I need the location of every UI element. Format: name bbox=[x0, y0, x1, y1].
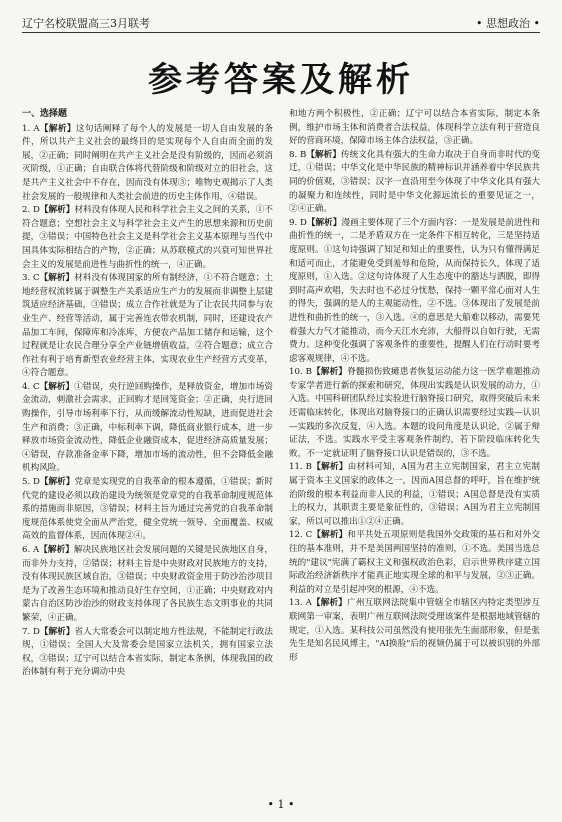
answer-item bbox=[22, 123, 273, 205]
analysis-tag: 【解析】 bbox=[39, 545, 74, 555]
answer-item bbox=[289, 217, 540, 367]
answer-text: 和地方两个积极性，②正确；辽宁可以结合本省实际，制定本条例，维护市场主体和消费者合法权益，体现科学立法有利于营造良好的营商环境，保障市场主体合法权益，③正确。 bbox=[289, 109, 540, 147]
answer-item bbox=[289, 461, 540, 529]
answer-item bbox=[289, 108, 540, 149]
analysis-tag: 【解析】 bbox=[39, 123, 76, 134]
answer-number: 1. A bbox=[22, 123, 40, 134]
analysis-tag: 【解析】 bbox=[311, 462, 348, 473]
answer-number: 9. D bbox=[289, 217, 307, 228]
analysis-tag: 【解析】 bbox=[306, 217, 342, 228]
right-column bbox=[289, 108, 540, 788]
answer-text: 材料没有体现人民和科学社会主义之间的关系，①不符合题意；空想社会主义与科学社会主义产生的思想来源和历史前提，③错误；中国特色社会主义是科学社会主义基本原理与当代中国具体实际相结合的产物，②正确；从苏联模式的兴衰可知世界社会主义的发展是前进性与曲折性的统一，④正确。 bbox=[22, 205, 273, 270]
analysis-tag: 【解析】 bbox=[39, 477, 75, 488]
answer-text: 党章是实现党的自我革命的根本遵循，①错误；新时代党的建设必须以政治建设为统领是党章党的自我革命制度规范体系的措施而非原因，③错误；材料主旨为通过完善党的自我革命制度规范体系使党全面从严治党，健全党统一领导、全面覆盖、权威高效的监督体系，因而体现②④。 bbox=[22, 477, 273, 542]
page-header bbox=[22, 14, 540, 33]
answer-number: 8. B bbox=[289, 149, 307, 160]
answer-item bbox=[22, 272, 273, 381]
answer-item bbox=[22, 544, 273, 626]
analysis-tag: 【解析】 bbox=[311, 367, 348, 378]
answer-number: 7. D bbox=[22, 626, 40, 637]
section-heading: 一、选择题 bbox=[22, 109, 68, 119]
answer-text: 脊髓损伤致瘫患者恢复运动能力这一医学难题推动专家学者进行新的探索和研究，体现出实践是认识发展的动力，①入选。中国科研团队经过实验进行脑脊接口研究，取得突破后未来还需临床转化，体现出对脑脊接口的正确认识需要经过实践—认识—实践的多次反复，④入选。本题的设问角度是认识论，②属于辩证法，不选。实践水平受主客观条件制约，若下阶段临床转化失败，不一定就证明了脑脊接口认识是错误的，③不选。 bbox=[289, 367, 540, 459]
analysis-tag: 【解析】 bbox=[39, 273, 75, 284]
answer-number: 12. C bbox=[289, 530, 313, 541]
answer-text: 传统文化具有强大的生命力取决于自身而非时代的变迁，①错误；中华文化是中华民族的精神标识并涵养着中华民族共同的价值观，③错误；汉字一直沿用至今体现了中华文化具有强大的凝聚力和连续性，同时是中华文化源远流长的重要见证之一，②④正确。 bbox=[289, 149, 540, 215]
answer-text: 和平共处五项原则是我国外交政策的基石和对外交往的基本准则，并不是美国两国坚持的准则，①不选。美国当选总统的"建议"宪满了霸权主义和强权政治色彩，启示世界秩序建立国际政治经济新秩序才能真正地实现全球的和平与发展，②③正确。利益的对立是引起冲突的根源，④不选。 bbox=[289, 530, 540, 595]
answer-item bbox=[289, 529, 540, 597]
answer-number: 5. D bbox=[22, 477, 40, 488]
analysis-tag: 【解析】 bbox=[39, 205, 75, 216]
analysis-tag: 【解析】 bbox=[306, 149, 341, 160]
left-column bbox=[22, 108, 273, 788]
answer-text: 省人大常委会可以制定地方性法规，不能制定行政法规，①错误；全国人大及常委会是国家立法机关，拥有国家立法权，③错误；辽宁可以结合本省实际，制定本条例，体现我国的政治体制有利于充分调动中央 bbox=[22, 626, 273, 678]
answer-number: 11. B bbox=[289, 462, 312, 473]
answer-number: 10. B bbox=[289, 367, 312, 378]
answer-item bbox=[22, 204, 273, 272]
answer-text: 由材料可知，A国为君主立宪制国家，君主立宪制属于资本主义国家的政体之一，因而A国总督的呼吁，旨在维护统治阶级的根本利益而非人民的利益，①错误；A国总督是没有实质上的权力，其职责主要是象征性的，③错误；A国为君主立宪制国家，所以可以推出①②④正确。 bbox=[289, 462, 540, 527]
page-title: 参考答案及解析 bbox=[148, 60, 414, 100]
analysis-tag: 【解析】 bbox=[312, 530, 348, 541]
answer-item bbox=[289, 149, 540, 217]
answer-item bbox=[289, 366, 540, 461]
answer-text: 广州互联网法院集中管辖全市辖区内特定类型涉互联网第一审案，表明广州互联网法院受理该案件是根据地域管辖的规定，①入选。某科技公司虽然没有使用张先生面部形象，但是张先生是知名民风博主，"AI换脸"后的视频仍属于可以被识别的外部形 bbox=[289, 598, 540, 663]
answer-number: 3. C bbox=[22, 273, 40, 284]
answer-text: 解决民族地区社会发展问题的关键是民族地区自身，而非外力支持，②错误；材料主旨是中央财政对民族地方的支持，没有体现民族区域自治，③错误；中央财政资金用于防沙治沙项目是为了改善生态环境和推动良好生存空间，①正确；中央财政对内蒙古自治区防沙治沙的财政支持体现了各民族生态文明事业的共同繁荣，④正确。 bbox=[22, 545, 273, 623]
analysis-tag: 【解析】 bbox=[311, 598, 348, 609]
answer-number: 6. A bbox=[22, 545, 40, 555]
content-columns bbox=[22, 108, 540, 788]
analysis-tag: 【解析】 bbox=[39, 381, 75, 392]
answer-number: 13. A bbox=[289, 598, 312, 609]
page-number: • 1 • bbox=[267, 798, 295, 811]
answer-text: 漫画主要体现了三个方面内容：一是发展是前进性和曲折性的统一，二是矛盾双方在一定条件下相互转化，三是坚持适度原则。①这句诗强调了知足和知止的重要性，认为只有懂得满足和适可而止，才能避免受到羞辱和危险，从而保持长久，体现了适度原则，①入选。②这句诗体现了人生态度中的豁达与洒脱，即得到时高声欢唱，失去时也不必过分忧愁，保持一颗平常心面对人生的得失，强调的是人的主观能动性，②不选。③体现出了发展是前进性和曲折性的统一，③入选。④的意思是大船难以移动，需要凭着强大力气才能推动，而今天江水充沛，大船得以自如行驶，无需费力。这种变化强调了客观条件的重要性，提醒人们在行动时要考虑客观规律，④不选。 bbox=[289, 217, 540, 364]
answer-item bbox=[289, 597, 540, 665]
answer-number: 4. C bbox=[22, 381, 40, 392]
answer-text: ①错误，央行逆回购操作，是释放资金，增加市场资金流动，刺激社会需求，正回购才是回笼资金；②正确，央行进回购操作，引导市场利率下行，从而缓解流动性短缺，进而促进社会生产和消费；③正确，中标利率下调，降低商业银行成本，进一步释放市场资金流动性，降低企业融资成本，促进经济高质量发展；④错误，存款准备金率下降，增加市场的流动性，但不会降低金融机构风险。 bbox=[22, 381, 273, 474]
answer-item bbox=[22, 476, 273, 544]
answer-item bbox=[22, 626, 273, 680]
answer-item bbox=[22, 381, 273, 476]
header-right: • 思想政治 • bbox=[476, 17, 540, 30]
answer-text: 这句话阐释了每个人的发展是一切人自由发展的条件，所以共产主义社会的最终目的是实现每个人自由而全面的发展，②正确；同时阐明在共产主义社会是没有阶级的，因而必须消灭阶级，①正确；自由联合体将代替阶级和阶级对立的旧社会，这是共产主义社会中不存在，因而没有体现③；唯物史观揭示了人类社会发展的一般规律和人类社会前进的历史主体作用，④错误。 bbox=[22, 123, 273, 202]
answer-text: 材料没有体现国家的所有制经济，①不符合题意；土地经营权流转属于调整生产关系适应生产力的发展而非调整上层建筑适应经济基础，③错误；成立合作社就是为了让农民共同参与农业生产、经营等活动，属于完善连农带农机制，同时，还建设农产品加工车间，保障库和冷冻库，方便农产品加工储存和运输，这个过程就是让农民合理分享全产业链增值收益，②符合题意；成立合作社有利于培育新型农业经营主体，实现农业生产经营方式变革，④符合题意。 bbox=[22, 273, 273, 379]
answer-number: 2. D bbox=[22, 205, 40, 216]
analysis-tag: 【解析】 bbox=[39, 626, 75, 637]
header-left: 辽宁名校联盟高三3月联考 bbox=[22, 17, 150, 30]
